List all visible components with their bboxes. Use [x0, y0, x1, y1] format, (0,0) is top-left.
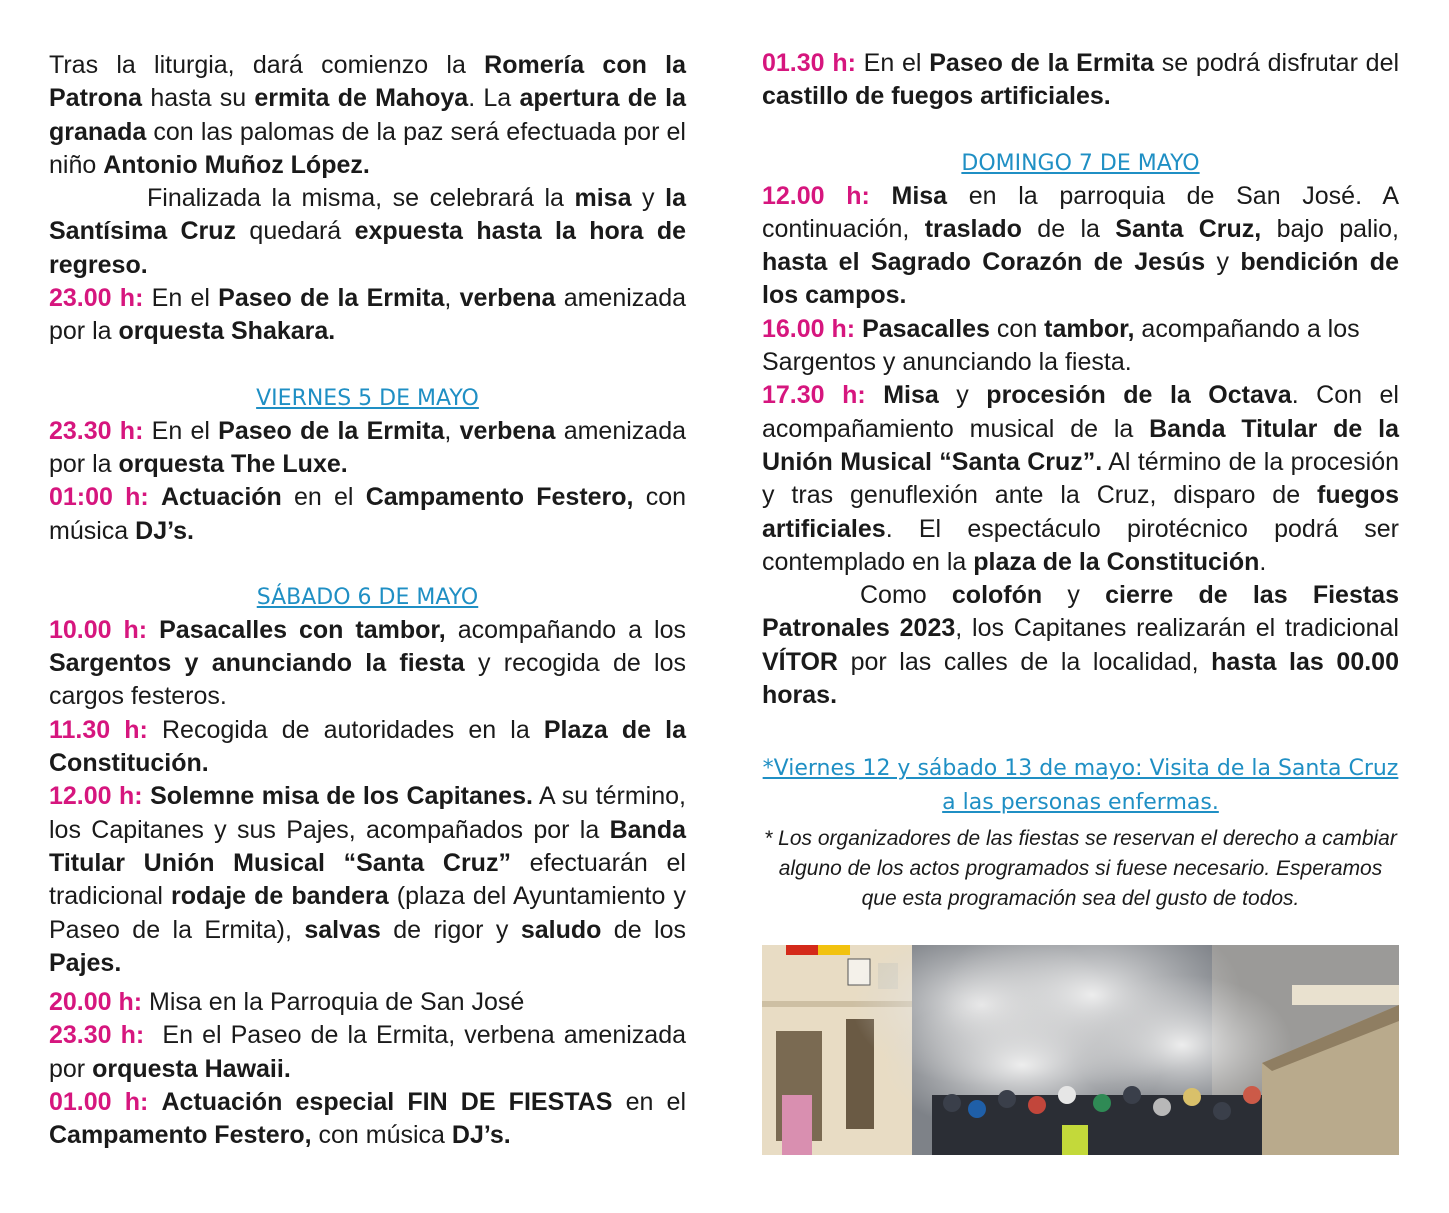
event-item: 20.00 h: Misa en la Parroquia de San José — [49, 988, 525, 1017]
event-item: 16.00 h: Pasacalles con tambor, acompañando a los Sargentos y anunciando la fiesta. — [762, 314, 1360, 377]
visit-note-title: *Viernes 12 y sábado 13 de mayo: Visita de la Santa Cruz a las personas enfermas. — [762, 756, 1399, 816]
event-item: 23.00 h: En el Paseo de la Ermita, verbena amenizada por la orquesta Shakara. — [49, 284, 687, 346]
event-item: 23.30 h: En el Paseo de la Ermita, verbena amenizada por la orquesta The Luxe. — [49, 416, 687, 478]
event-item: 01.00 h: Actuación especial FIN DE FIESTAS en el Campamento Festero, con música DJ’s. — [49, 1088, 686, 1150]
event-item: 11.30 h: Recogida de autoridades en la Plaza de la Constitución. — [49, 715, 686, 778]
heading-sabado: SÁBADO 6 DE MAYO — [256, 584, 479, 610]
left-column — [49, 49, 693, 1153]
right-column — [762, 47, 1399, 914]
event-item: 23.30 h: En el Paseo de la Ermita, verbena amenizada por orquesta Hawaii. — [49, 1021, 693, 1083]
misa-paragraph: Finalizada la misma, se celebrará la misa y la Santísima Cruz quedará expuesta hasta la hora de regreso. — [49, 184, 686, 279]
event-item: 17.30 h: Misa y procesión de la Octava. Con el acompañamiento musical de la Banda Titular de la Unión Musical “Santa Cruz”. Al término de la procesión y tras genuflexión ante la Cruz, disparo de fuegos artificiales. El espectáculo pirotécnico podrá ser contemplado en la plaza de la Constitución. — [762, 381, 1399, 576]
heading-viernes: VIERNES 5 DE MAYO — [256, 385, 479, 411]
event-item: 01.30 h: En el Paseo de la Ermita se podrá disfrutar del castillo de fuegos artificiales. — [762, 49, 1400, 111]
closing-paragraph: Como colofón y cierre de las Fiestas Patronales 2023, los Capitanes realizarán el tradicional VÍTOR por las calles de la localidad, hasta las 00.00 horas. — [762, 581, 1399, 710]
disclaimer-note: * Los organizadores de las fiestas se reservan el derecho a cambiar alguno de los actos programados si fuese necesario. Esperamos que esta programación sea del gusto de todos. — [764, 827, 1397, 911]
liturgia-paragraph: Tras la liturgia, dará comienzo la Romería con la Patrona hasta su ermita de Mahoya. La apertura de la granada con las palomas de la paz será efectuada por el niño Antonio Muñoz López. — [49, 51, 687, 179]
event-item: 01:00 h: Actuación en el Campamento Festero, con música DJ’s. — [49, 483, 687, 545]
festival-photo — [762, 945, 1399, 1155]
event-item: 12.00 h: Solemne misa de los Capitanes. A su término, los Capitanes y sus Pajes, acompañados por la Banda Titular Unión Musical “Santa Cruz” efectuarán el tradicional rodaje de bandera (plaza del Ayuntamiento y Paseo de la Ermita), salvas de rigor y saludo de los Pajes. — [49, 782, 686, 977]
festival-photo-illustration — [762, 945, 1399, 1155]
heading-domingo: DOMINGO 7 DE MAYO — [961, 150, 1200, 176]
event-item: 10.00 h: Pasacalles con tambor, acompañando a los Sargentos y anunciando la fiesta y recogida de los cargos festeros. — [49, 615, 686, 711]
event-item: 12.00 h: Misa en la parroquia de San José. A continuación, traslado de la Santa Cruz, bajo palio, hasta el Sagrado Corazón de Jesús y bendición de los campos. — [762, 181, 1399, 310]
